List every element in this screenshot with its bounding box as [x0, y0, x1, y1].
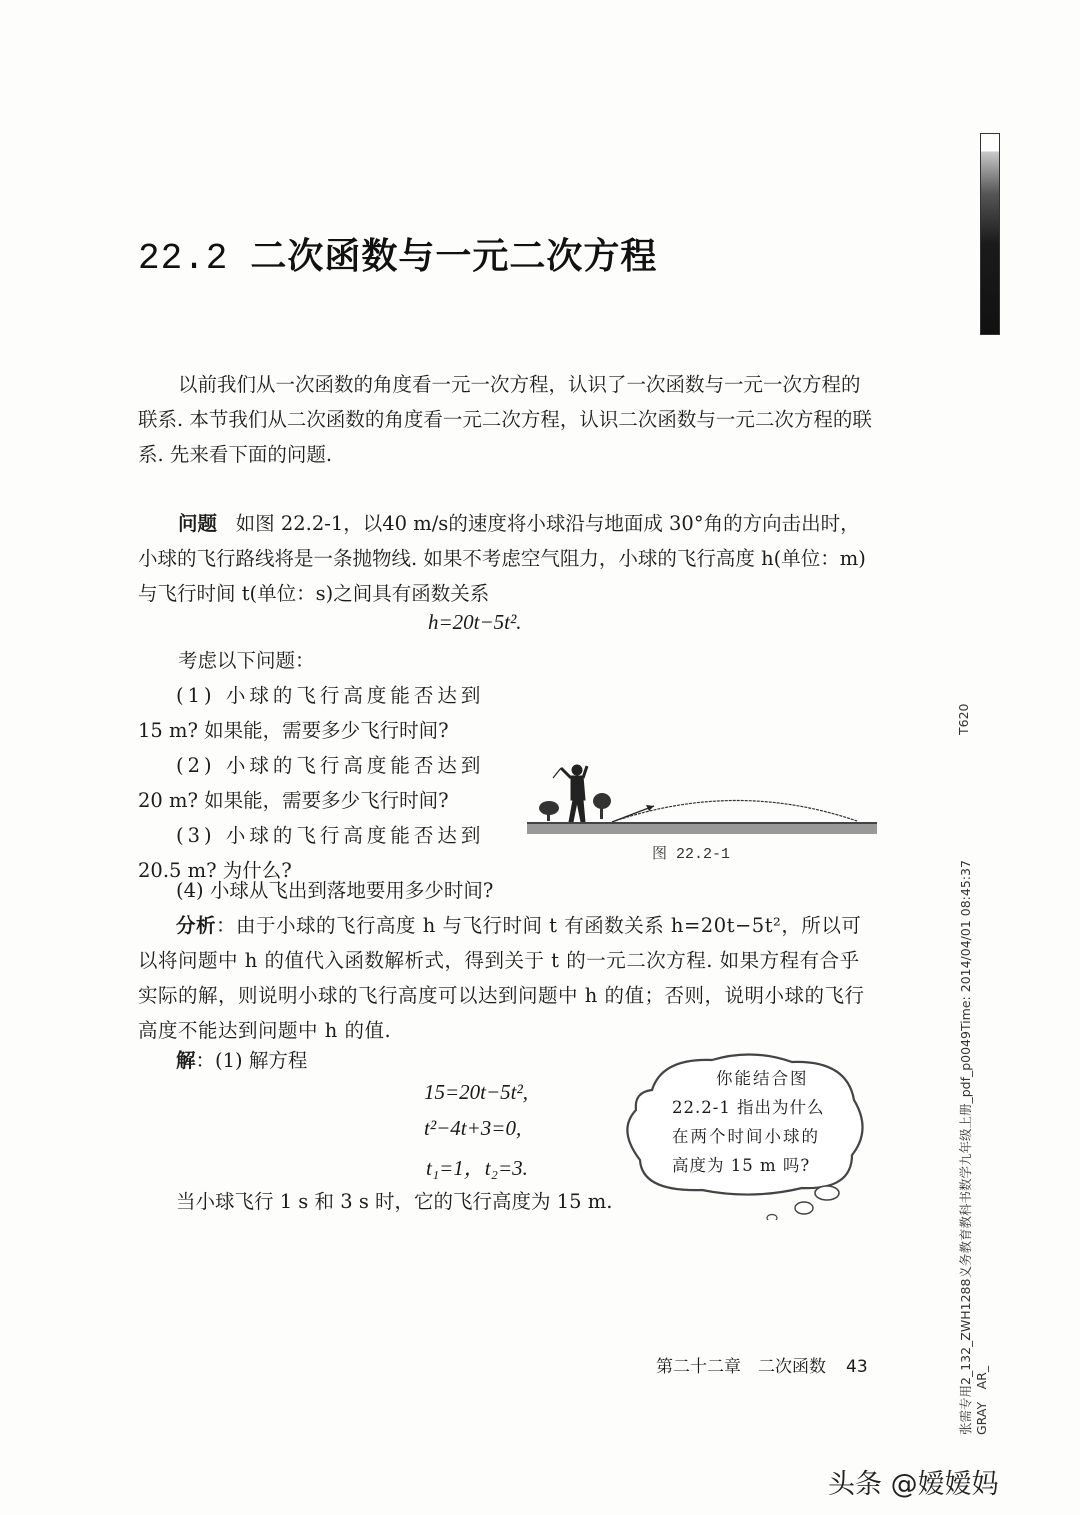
page-number: 43 — [846, 1357, 868, 1377]
equation-3: t₁=1，t₂=3. — [426, 1156, 528, 1180]
figure-caption: 图 22.2-1 — [652, 846, 731, 863]
page-footer — [656, 1352, 868, 1377]
section-title — [138, 228, 657, 279]
intro-paragraph: 以前我们从一次函数的角度看一元一次方程，认识了一次函数与一元一次方程的联系. 本节我们从二次函数的角度看一元二次方程，认识二次函数与一元二次方程的联系. 先来看下面的问题. — [138, 373, 872, 466]
problem-formula: h=20t−5t². — [428, 610, 522, 634]
equation-1: 15=20t−5t², — [424, 1080, 529, 1104]
analysis-paragraph — [138, 908, 878, 1048]
margin-print-line-1: 张需专用2_132_ZWH1288义务教育教科书数学九年级上册_pdf_p0049Time: 2014/04/01 08:45:37 — [958, 860, 973, 1435]
section-number: 22.2 — [138, 238, 229, 279]
question-4: (4) 小球从飞出到落地要用多少时间? — [176, 879, 494, 902]
section-title-text: 二次函数与一元二次方程 — [250, 235, 658, 277]
margin-print-line-2: GRAY AR_ — [974, 1365, 989, 1435]
solution-label: 解 — [176, 1049, 196, 1072]
problem-label: 问题 — [178, 512, 218, 535]
equation-2: t²−4t+3=0, — [424, 1116, 522, 1140]
question-3: (3) 小球的飞行高度能否达到 20.5 m? 为什么? — [138, 824, 485, 882]
margin-code: T620 — [956, 703, 971, 735]
consider-label: 考虑以下问题： — [178, 649, 315, 672]
watermark: 头条 @嫒嫒妈 — [828, 1469, 999, 1500]
thought-bubble-text: 你能结合图 22.2-1 指出为什么 在两个时间小球的 高度为 15 m 吗? — [672, 1069, 825, 1175]
solution-conclusion: 当小球飞行 1 s 和 3 s 时，它的飞行高度为 15 m. — [176, 1190, 613, 1213]
print-gray-scale-bar — [980, 133, 1000, 335]
problem-text: 如图 22.2-1，以40 m/s的速度将小球沿与地面成 30°角的方向击出时，小球的飞行路线将是一条抛物线. 如果不考虑空气阻力，小球的飞行高度 h(单位：m)与飞行时间 t(单位：s)之间具有函数关系 — [138, 512, 866, 605]
problem-paragraph — [138, 506, 878, 611]
solution-intro: 解：(1) 解方程 — [176, 1049, 308, 1072]
analysis-text: ：由于小球的飞行高度 h 与飞行时间 t 有函数关系 h=20t−5t²，所以可以将问题中 h 的值代入函数解析式，得到关于 t 的一元二次方程. 如果方程有合乎实际的解，则说明小球的飞行高度可以达到问题中 h 的值；否则，说明小球的飞行高度不能达到问题中 h 的值. — [138, 914, 865, 1042]
golfer-icon — [553, 765, 587, 822]
question-1: (1) 小球的飞行高度能否达到 15 m? 如果能，需要多少飞行时间? — [138, 684, 485, 742]
question-2: (2) 小球的飞行高度能否达到 20 m? 如果能，需要多少飞行时间? — [138, 754, 485, 812]
analysis-label: 分析 — [176, 914, 217, 937]
chapter-label: 第二十二章 二次函数 — [656, 1357, 826, 1377]
parabola-path — [615, 801, 857, 822]
